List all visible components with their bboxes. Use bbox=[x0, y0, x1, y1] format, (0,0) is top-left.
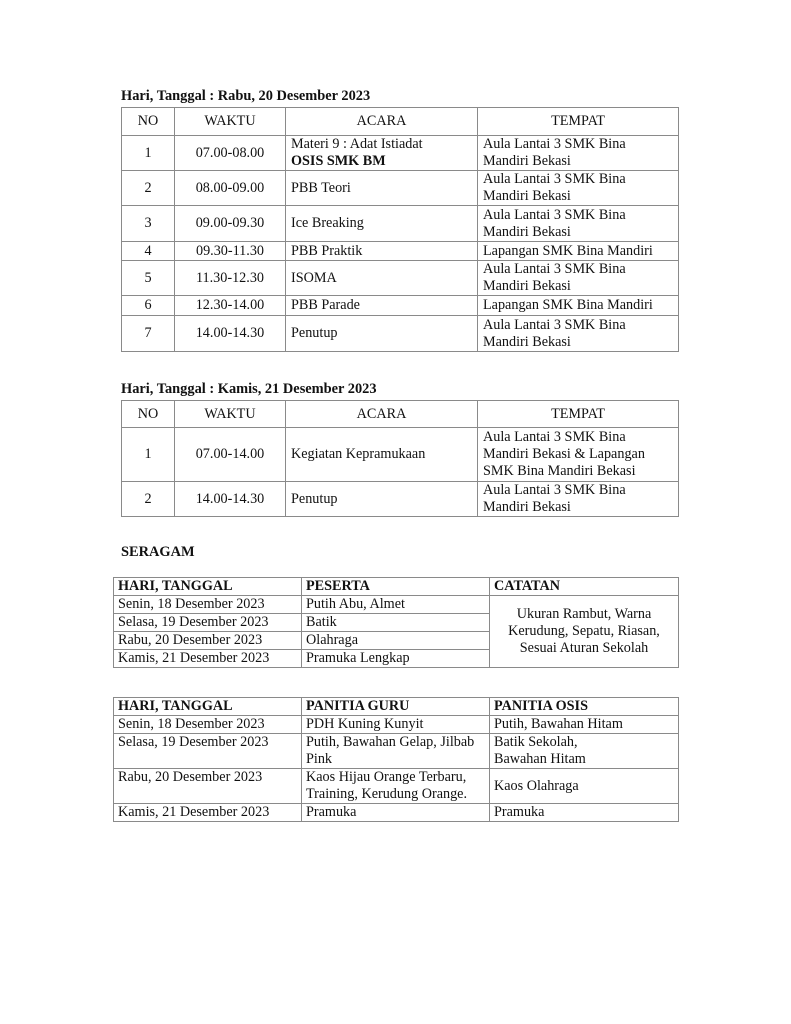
schedule-wed-title: Hari, Tanggal : Rabu, 20 Desember 2023 bbox=[121, 88, 371, 104]
tempat-line: Mandiri Bekasi & Lapangan bbox=[483, 446, 645, 462]
tempat-line: Mandiri Bekasi bbox=[483, 499, 571, 515]
cell-panitia-guru bbox=[302, 769, 490, 804]
table-header-row bbox=[114, 578, 679, 596]
cell-no: 2 bbox=[122, 482, 175, 517]
table-row bbox=[122, 171, 679, 206]
header-waktu: WAKTU bbox=[175, 401, 286, 428]
cell-no: 3 bbox=[122, 206, 175, 242]
cell-panitia-osis: Pramuka bbox=[490, 804, 679, 822]
uniform-participants-table bbox=[113, 577, 679, 668]
schedule-wed-table bbox=[121, 107, 679, 352]
catatan-line: Ukuran Rambut, Warna bbox=[516, 606, 652, 622]
cell-date: Senin, 18 Desember 2023 bbox=[114, 716, 302, 734]
tempat-line: Aula Lantai 3 SMK Bina bbox=[483, 482, 626, 498]
cell-date: Selasa, 19 Desember 2023 bbox=[114, 614, 302, 632]
cell-date: Senin, 18 Desember 2023 bbox=[114, 596, 302, 614]
tempat-line: Mandiri Bekasi bbox=[483, 333, 571, 350]
cell-waktu: 11.30-12.30 bbox=[175, 261, 286, 296]
acara-bold-text: OSIS SMK BM bbox=[291, 153, 386, 169]
header-acara: ACARA bbox=[286, 108, 478, 136]
cell-waktu: 07.00-08.00 bbox=[175, 136, 286, 171]
cell-date: Rabu, 20 Desember 2023 bbox=[114, 632, 302, 650]
header-acara: ACARA bbox=[286, 401, 478, 428]
cell-date: Rabu, 20 Desember 2023 bbox=[114, 769, 302, 804]
table-row bbox=[122, 428, 679, 482]
uniform-committee-table bbox=[113, 697, 679, 822]
table-header-row bbox=[114, 698, 679, 716]
cell-date: Selasa, 19 Desember 2023 bbox=[114, 734, 302, 769]
cell-panitia-osis: Kaos Olahraga bbox=[490, 769, 679, 804]
schedule-thu-table bbox=[121, 400, 679, 517]
cell-waktu: 09.30-11.30 bbox=[175, 242, 286, 261]
uniform-title: SERAGAM bbox=[121, 544, 195, 560]
header-tempat: TEMPAT bbox=[478, 401, 679, 428]
table-row bbox=[114, 596, 679, 614]
table-row bbox=[114, 716, 679, 734]
table-row bbox=[122, 242, 679, 261]
header-panitia-osis: PANITIA OSIS bbox=[490, 698, 679, 716]
table-row bbox=[114, 804, 679, 822]
cell-date: Kamis, 21 Desember 2023 bbox=[114, 804, 302, 822]
catatan-line: Sesuai Aturan Sekolah bbox=[519, 640, 649, 656]
table-row bbox=[122, 206, 679, 242]
cell-no: 1 bbox=[122, 136, 175, 171]
cell-acara: Kegiatan Kepramukaan bbox=[286, 428, 478, 482]
cell-panitia-guru: PDH Kuning Kunyit bbox=[302, 716, 490, 734]
guru-line: Pink bbox=[306, 751, 333, 767]
tempat-line: Aula Lantai 3 SMK Bina bbox=[483, 206, 626, 223]
cell-tempat bbox=[478, 136, 679, 171]
guru-line: Kaos Hijau Orange Terbaru, bbox=[306, 769, 467, 785]
cell-waktu: 09.00-09.30 bbox=[175, 206, 286, 242]
tempat-line: Aula Lantai 3 SMK Bina bbox=[483, 171, 626, 187]
cell-peserta: Putih Abu, Almet bbox=[302, 596, 490, 614]
tempat-line: Aula Lantai 3 SMK Bina bbox=[483, 316, 626, 333]
cell-acara: Ice Breaking bbox=[286, 206, 478, 242]
cell-tempat bbox=[478, 206, 679, 242]
guru-line: Putih, Bawahan Gelap, Jilbab bbox=[306, 734, 475, 750]
header-panitia-guru: PANITIA GURU bbox=[302, 698, 490, 716]
cell-acara: PBB Parade bbox=[286, 296, 478, 316]
table-row bbox=[122, 316, 679, 352]
cell-acara: Penutup bbox=[286, 316, 478, 352]
header-tempat: TEMPAT bbox=[478, 108, 679, 136]
table-row bbox=[122, 296, 679, 316]
tempat-line: Mandiri Bekasi bbox=[483, 278, 571, 294]
cell-tempat: Lapangan SMK Bina Mandiri bbox=[478, 242, 679, 261]
cell-waktu: 12.30-14.00 bbox=[175, 296, 286, 316]
cell-no: 5 bbox=[122, 261, 175, 296]
cell-no: 2 bbox=[122, 171, 175, 206]
cell-no: 4 bbox=[122, 242, 175, 261]
header-date: HARI, TANGGAL bbox=[114, 578, 302, 596]
header-no: NO bbox=[122, 401, 175, 428]
cell-tempat bbox=[478, 261, 679, 296]
cell-no: 7 bbox=[122, 316, 175, 352]
cell-waktu: 14.00-14.30 bbox=[175, 482, 286, 517]
cell-acara bbox=[286, 136, 478, 171]
cell-tempat bbox=[478, 428, 679, 482]
cell-panitia-guru: Pramuka bbox=[302, 804, 490, 822]
cell-tempat bbox=[478, 316, 679, 352]
header-no: NO bbox=[122, 108, 175, 136]
cell-tempat: Lapangan SMK Bina Mandiri bbox=[478, 296, 679, 316]
guru-line: Training, Kerudung Orange. bbox=[306, 786, 468, 802]
cell-peserta: Olahraga bbox=[302, 632, 490, 650]
osis-line: Bawahan Hitam bbox=[494, 751, 586, 767]
tempat-line: Mandiri Bekasi bbox=[483, 153, 571, 169]
table-row bbox=[122, 136, 679, 171]
tempat-line: Mandiri Bekasi bbox=[483, 223, 571, 240]
cell-waktu: 14.00-14.30 bbox=[175, 316, 286, 352]
cell-acara: PBB Praktik bbox=[286, 242, 478, 261]
cell-panitia-guru bbox=[302, 734, 490, 769]
tempat-line: SMK Bina Mandiri Bekasi bbox=[483, 463, 636, 479]
table-row bbox=[114, 769, 679, 804]
table-row bbox=[122, 261, 679, 296]
cell-tempat bbox=[478, 171, 679, 206]
cell-waktu: 07.00-14.00 bbox=[175, 428, 286, 482]
header-peserta: PESERTA bbox=[302, 578, 490, 596]
schedule-thu-title: Hari, Tanggal : Kamis, 21 Desember 2023 bbox=[121, 381, 377, 397]
cell-acara: ISOMA bbox=[286, 261, 478, 296]
header-date: HARI, TANGGAL bbox=[114, 698, 302, 716]
tempat-line: Aula Lantai 3 SMK Bina bbox=[483, 136, 626, 152]
cell-no: 6 bbox=[122, 296, 175, 316]
cell-date: Kamis, 21 Desember 2023 bbox=[114, 650, 302, 668]
cell-peserta: Batik bbox=[302, 614, 490, 632]
acara-text: Materi 9 : Adat Istiadat bbox=[291, 136, 423, 152]
table-header-row bbox=[122, 401, 679, 428]
header-waktu: WAKTU bbox=[175, 108, 286, 136]
cell-peserta: Pramuka Lengkap bbox=[302, 650, 490, 668]
cell-panitia-osis bbox=[490, 734, 679, 769]
cell-waktu: 08.00-09.00 bbox=[175, 171, 286, 206]
cell-acara: Penutup bbox=[286, 482, 478, 517]
tempat-line: Aula Lantai 3 SMK Bina bbox=[483, 261, 626, 277]
cell-acara: PBB Teori bbox=[286, 171, 478, 206]
cell-panitia-osis: Putih, Bawahan Hitam bbox=[490, 716, 679, 734]
table-header-row bbox=[122, 108, 679, 136]
header-catatan: CATATAN bbox=[490, 578, 679, 596]
table-row bbox=[122, 482, 679, 517]
tempat-line: Mandiri Bekasi bbox=[483, 188, 571, 204]
cell-catatan bbox=[490, 596, 679, 668]
cell-no: 1 bbox=[122, 428, 175, 482]
cell-tempat bbox=[478, 482, 679, 517]
tempat-line: Aula Lantai 3 SMK Bina bbox=[483, 429, 626, 445]
table-row bbox=[114, 734, 679, 769]
osis-line: Batik Sekolah, bbox=[494, 734, 578, 750]
catatan-line: Kerudung, Sepatu, Riasan, bbox=[508, 623, 660, 639]
